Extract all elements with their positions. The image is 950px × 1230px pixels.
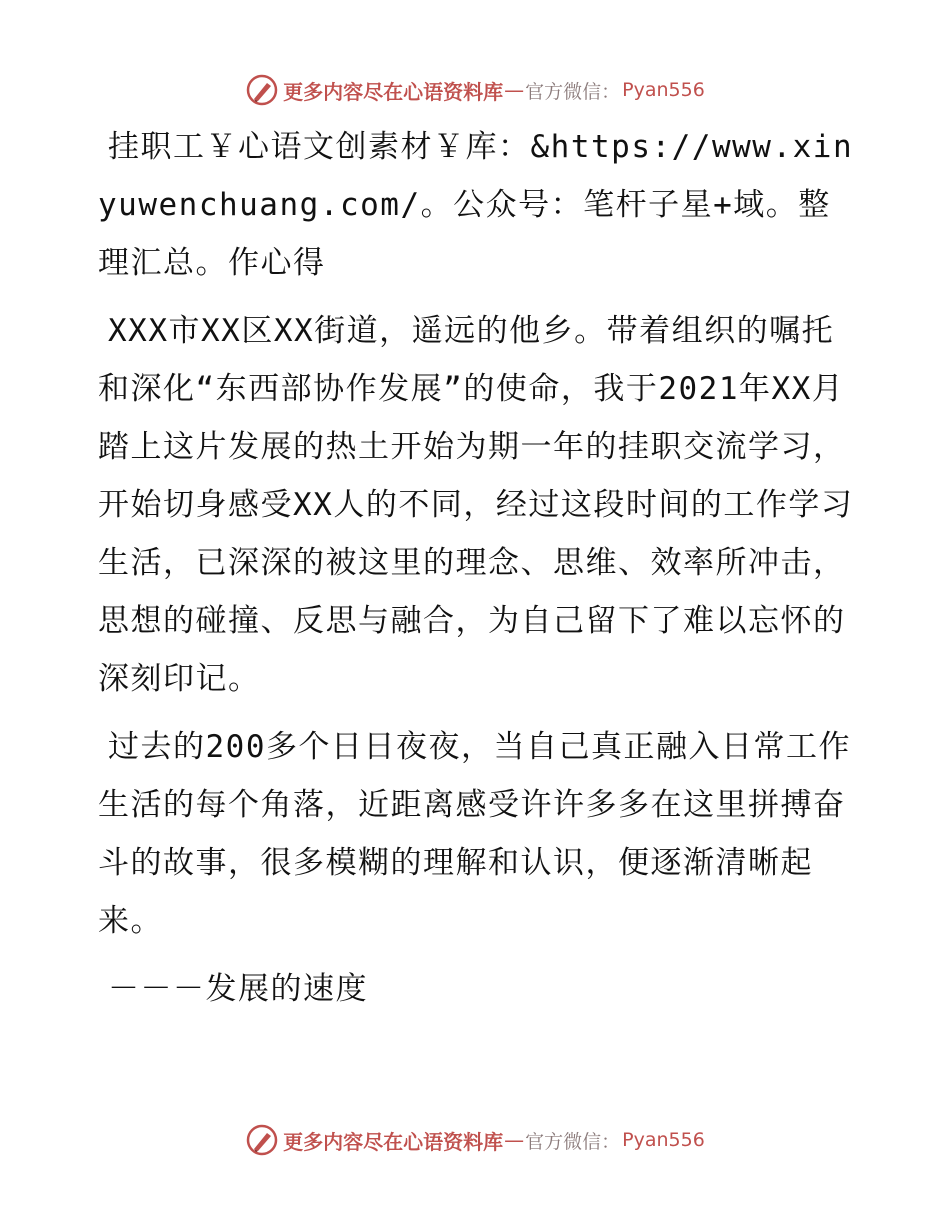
pen-logo-icon [245, 73, 279, 107]
footer-separator: — [504, 1128, 525, 1152]
section-heading-speed: －－－发展的速度 [108, 971, 368, 1007]
header-separator: — [504, 78, 525, 102]
header-brand-text: 更多内容尽在心语资料库 [283, 79, 504, 104]
paragraph-intro: XXX市XX区XX街道，遥远的他乡。带着组织的嘱托和深化“东西部协作发展”的使命，我于2021年XX月踏上这片发展的热土开始为期一年的挂职交流学习，开始切身感受XX人的不同，经过这段时间的工作学习生活，已深深的被这里的理念、思维、效率所冲击，思想的碰撞、反思与融合，为自己留下了难以忘怀的深刻印记。 [98, 313, 854, 697]
header-watermark-banner [0, 70, 950, 110]
footer-watermark-banner [0, 1120, 950, 1160]
header-official-label: 官方微信： [525, 80, 621, 103]
paragraph-reflection: 过去的200多个日日夜夜，当自己真正融入日常工作生活的每个角落，近距离感受许许多多在这里拼搏奋斗的故事，很多模糊的理解和认识，便逐渐清晰起来。 [98, 729, 851, 939]
footer-official-label: 官方微信： [525, 1130, 621, 1153]
document-body [98, 118, 858, 1028]
footer-wechat-id: Pyan556 [622, 1129, 705, 1151]
pen-logo-icon [245, 1123, 279, 1157]
paragraph-source-note: 挂职工￥心语文创素材￥库：&https://www.xinyuwenchuang.com/。公众号：笔杆子星+域。整理汇总。作心得 [98, 129, 854, 281]
header-wechat-id: Pyan556 [622, 79, 705, 101]
footer-brand-text: 更多内容尽在心语资料库 [283, 1129, 504, 1154]
